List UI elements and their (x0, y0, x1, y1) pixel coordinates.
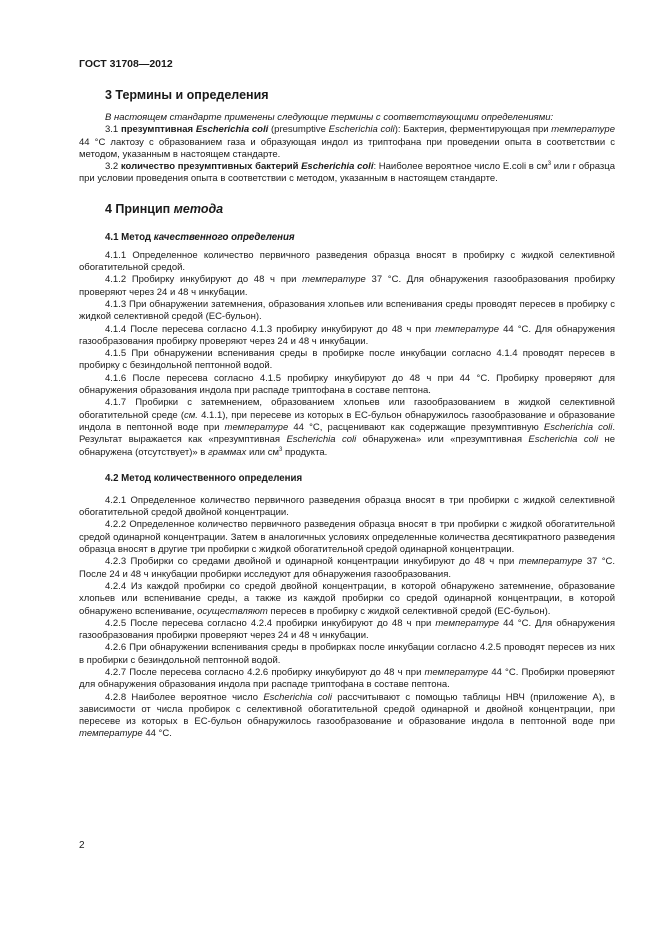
para-4-1-1: 4.1.1 Определенное количество первичного разведения образца вносят в пробирку с жидкой селективной обогатительной средой. (79, 249, 615, 274)
section-3-intro: В настоящем стандарте применены следующие термины с соответствующими определениями: (105, 112, 554, 123)
para-4-1-2: 4.1.2 Пробирку инкубируют до 48 ч при температуре 37 °С. Для обнаружения газообразования пробирку проверяют через 24 и 48 ч инкубации. (79, 274, 615, 298)
document-page (79, 58, 615, 741)
para-4-2-1: 4.2.1 Определенное количество первичного разведения образца вносят в три пробирки с жидкой селективной обогатительной средой двойной концентрации. (79, 494, 615, 519)
term-3-2: 3.2 количество презумптивных бактерий Escherichia coli: Наиболее вероятное число E.coli в $см^3$ или г образца при условии проведения опыта в соответствии с методом, указанным в настоящем стандарте. (79, 161, 615, 185)
para-4-2-7: 4.2.7 После пересева согласно 4.2.6 пробирку инкубируют до 48 ч при температуре 44 °С. Пробирки проверяют для обнаружения образования индола при распаде триптофана в составе пептона. (79, 666, 615, 691)
para-4-1-4: 4.1.4 После пересева согласно 4.1.3 пробирку инкубируют до 48 ч при температуре 44 °С. Для обнаружения газообразования пробирку проверяют через 24 и 48 ч инкубации. (79, 323, 616, 347)
section-3-title: 3 Термины и определения (105, 88, 269, 102)
section-4-title: 4 Принцип метода (105, 201, 224, 216)
para-4-2-4: 4.2.4 Из каждой пробирки со средой двойной концентрации, в которой обнаружено затемнение, образование хлопьев или вспенивание среды, а также из каждой пробирки со средой одинарной концентрации, в которой обнаружено вспенивание, осуществляют пересев в пробирку с жидкой селективной средой (EC-бульон). (79, 580, 615, 617)
para-4-2-5: 4.2.5 После пересева согласно 4.2.4 пробирки инкубируют до 48 ч при температуре 44 °С. Для обнаружения газообразования пробирки проверяют через 24 и 48 ч инкубации. (79, 617, 615, 642)
para-4-1-5: 4.1.5 При обнаружении вспенивания среды в пробирке после инкубации согласно 4.1.4 проводят пересев в пробирку с безиндольной пептонной водой. (79, 348, 615, 372)
page-number: 2 (79, 840, 85, 851)
document-header: ГОСТ 31708—2012 (79, 58, 173, 70)
subsection-4-2-title: 4.2 Метод количественного определения (105, 472, 303, 484)
para-4-2-6: 4.2.6 При обнаружении вспенивания среды в пробирках после инкубации согласно 4.2.5 проводят пересев из них в пробирки с безиндольной пептонной водой. (79, 642, 615, 666)
para-4-2-2: 4.2.2 Определенное количество первичного разведения образца вносят в три пробирки с жидкой обогатительной средой одинарной концентрации. Затем в аналогичных условиях определенные количества десятикратного разведения образца вносят в другие три пробирки с жидкой обогатительной средой одинарной концентрации. (79, 519, 615, 556)
term-3-1: 3.1 презумптивная Escherichia coli (presumptive Escherichia coli): Бактерия, ферментирующая при температуре 44 °С лактозу с образованием газа и образующая индол из триптофана при проведении опыта в соответствии с методом, указанным в настоящем стандарте. (79, 124, 615, 160)
para-4-1-3: 4.1.3 При обнаружении затемнения, образования хлопьев или вспенивания среды проводят пересев в пробирку с жидкой селективной средой (EC-бульон). (79, 298, 615, 323)
para-4-2-3: 4.2.3 Пробирки со средами двойной и одинарной концентрации инкубируют до 48 ч при температуре 37 °С. После 24 и 48 ч инкубации пробирки исследуют для обнаружения газообразования. (79, 556, 615, 580)
subsection-4-1-title: 4.1 Метод качественного определения (105, 231, 295, 243)
para-4-1-6: 4.1.6 После пересева согласно 4.1.5 пробирку инкубируют до 48 ч при 44 °С. Пробирку проверяют для обнаружения образования индола при распаде триптофана в составе пептона. (79, 372, 615, 397)
para-4-1-7: 4.1.7 Пробирки с затемнением, образованием хлопьев или газообразованием в жидкой селективной обогатительной среде (см. 4.1.1), при пересеве из которых в EC-бульон обнаружилось газообразование и образование индола в пептонной воде при температуре 44 °С, расценивают как содержащие презумптивную Escherichia coli. Результат выражается как «презумптивная Escherichia coli обнаружена» или «презумптивная Escherichia coli не обнаружена (отсутствует)» в граммах или $см^3$ продукта. (79, 397, 616, 458)
para-4-2-8: 4.2.8 Наиболее вероятное число Escherichia coli рассчитывают с помощью таблицы НВЧ (приложение А), в зависимости от числа пробирок с селективной обогатительной средой одинарной и двойной концентрации, при пересеве из которых в EC-бульон обнаружилось газообразование и образование индола в пептонной воде при температуре 44 °С. (79, 691, 615, 740)
